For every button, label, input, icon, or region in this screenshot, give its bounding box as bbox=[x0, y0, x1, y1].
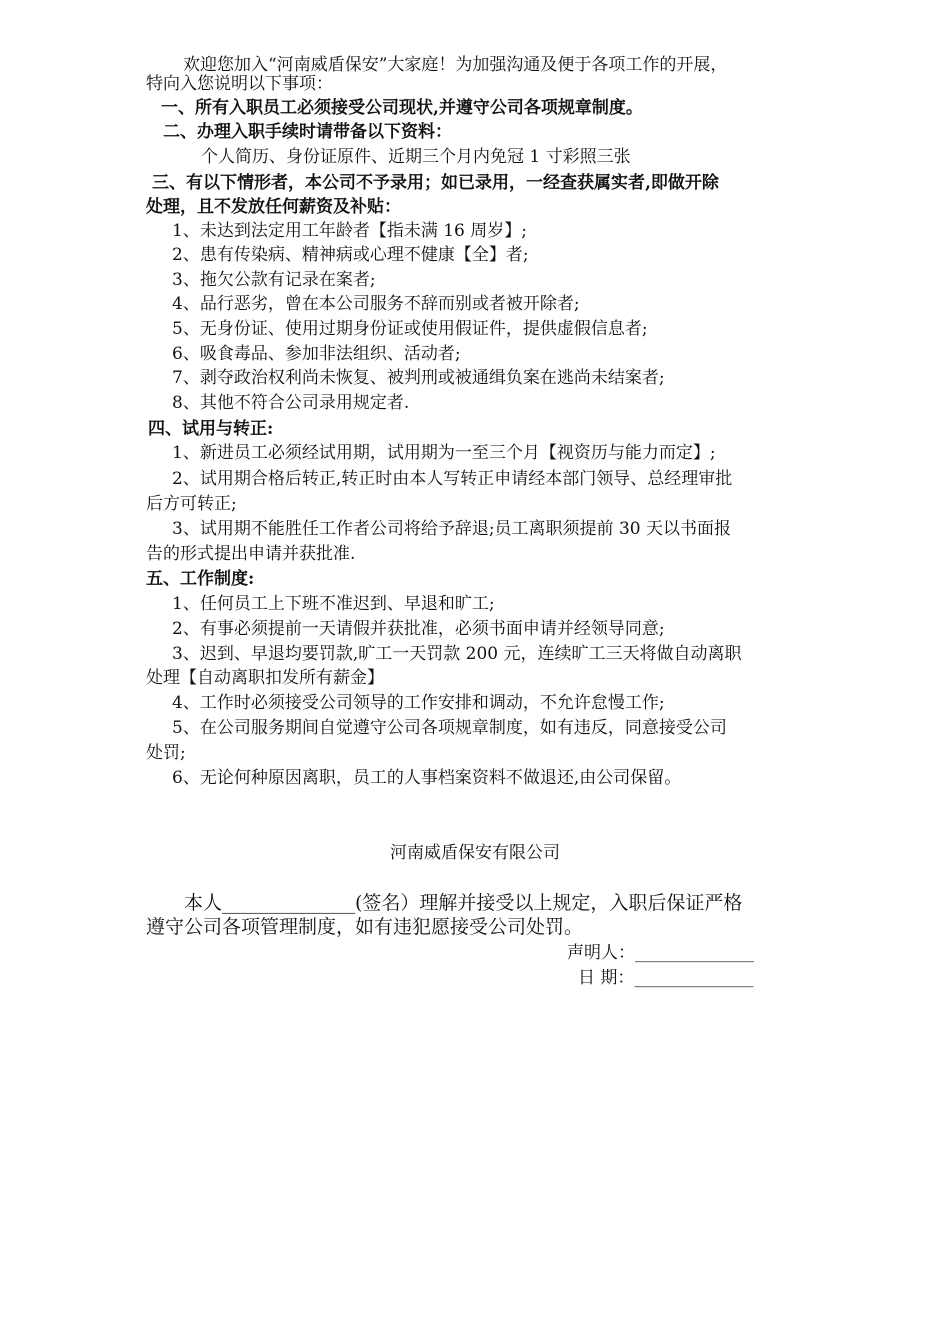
section-3-item: 1、未达到法定用工年龄者【指未满 16 周岁】; bbox=[172, 221, 527, 241]
section-4-item: 1、新进员工必须经试用期，试用期为一至三个月【视资历与能力而定】; bbox=[172, 443, 716, 463]
section-5-item: 6、无论何种原因离职，员工的人事档案资料不做退还,由公司保留。 bbox=[172, 768, 682, 788]
section-5-item: 2、有事必须提前一天请假并获批准，必须书面申请并经领导同意; bbox=[172, 619, 665, 639]
intro-line-2: 特向入您说明以下事项： bbox=[146, 74, 333, 94]
section-2-content: 个人简历、身份证原件、近期三个月内免冠 1 寸彩照三张 bbox=[201, 147, 631, 167]
intro-line-1: 欢迎您加入“河南威盾保安”大家庭！为加强沟通及便于各项工作的开展， bbox=[183, 55, 728, 75]
section-3-item: 8、其他不符合公司录用规定者. bbox=[172, 393, 410, 413]
declarant-signature-line: 声明人：______________ bbox=[567, 943, 754, 963]
section-1-heading: 一、所有入职员工必须接受公司现状,并遵守公司各项规章制度。 bbox=[161, 98, 643, 118]
company-name: 河南威盾保安有限公司 bbox=[390, 843, 560, 863]
section-3-item: 4、品行恶劣，曾在本公司服务不辞而别或者被开除者; bbox=[172, 294, 580, 314]
section-3-item: 7、剥夺政治权利尚未恢复、被判刑或被通缉负案在逃尚未结案者; bbox=[172, 368, 665, 388]
section-5-item: 3、迟到、早退均要罚款,旷工一天罚款 200 元，连续旷工三天将做自动离职 bbox=[172, 644, 742, 664]
section-2-heading: 二、办理入职手续时请带备以下资料： bbox=[163, 122, 452, 142]
section-4-item: 2、试用期合格后转正,转正时由本人写转正申请经本部门领导、总经理审批 bbox=[172, 469, 733, 489]
section-4-item-continuation: 后方可转正; bbox=[146, 494, 237, 514]
section-4-item: 3、试用期不能胜任工作者公司将给予辞退;员工离职须提前 30 天以书面报 bbox=[172, 519, 731, 539]
section-4-item-continuation: 告的形式提出申请并获批准. bbox=[146, 544, 356, 564]
section-3-item: 6、吸食毒品、参加非法组织、活动者; bbox=[172, 344, 461, 364]
section-5-heading: 五、工作制度: bbox=[146, 569, 255, 589]
section-3-item: 5、无身份证、使用过期身份证或使用假证件，提供虚假信息者; bbox=[172, 319, 648, 339]
section-5-item-continuation: 处罚; bbox=[146, 743, 186, 763]
section-3-heading-line-2: 处理，且不发放任何薪资及补贴： bbox=[146, 197, 401, 217]
section-5-item: 1、任何员工上下班不准迟到、早退和旷工; bbox=[172, 594, 495, 614]
section-5-item-continuation: 处理【自动离职扣发所有薪金】 bbox=[146, 668, 384, 688]
declaration-line-1: 本人______________(签名）理解并接受以上规定，入职后保证严格 bbox=[184, 892, 743, 914]
section-3-heading-line-1: 三、有以下情形者，本公司不予录用；如已录用，一经查获属实者,即做开除 bbox=[152, 173, 719, 193]
section-4-heading: 四、试用与转正: bbox=[148, 419, 274, 439]
section-3-item: 2、患有传染病、精神病或心理不健康【全】者; bbox=[172, 245, 529, 265]
section-3-item: 3、拖欠公款有记录在案者; bbox=[172, 270, 376, 290]
section-5-item: 5、在公司服务期间自觉遵守公司各项规章制度，如有违反，同意接受公司 bbox=[172, 718, 727, 738]
declaration-line-2: 遵守公司各项管理制度，如有违犯愿接受公司处罚。 bbox=[146, 916, 584, 938]
section-5-item: 4、工作时必须接受公司领导的工作安排和调动，不允许怠慢工作; bbox=[172, 693, 665, 713]
date-signature-line: 日 期：______________ bbox=[578, 968, 754, 988]
